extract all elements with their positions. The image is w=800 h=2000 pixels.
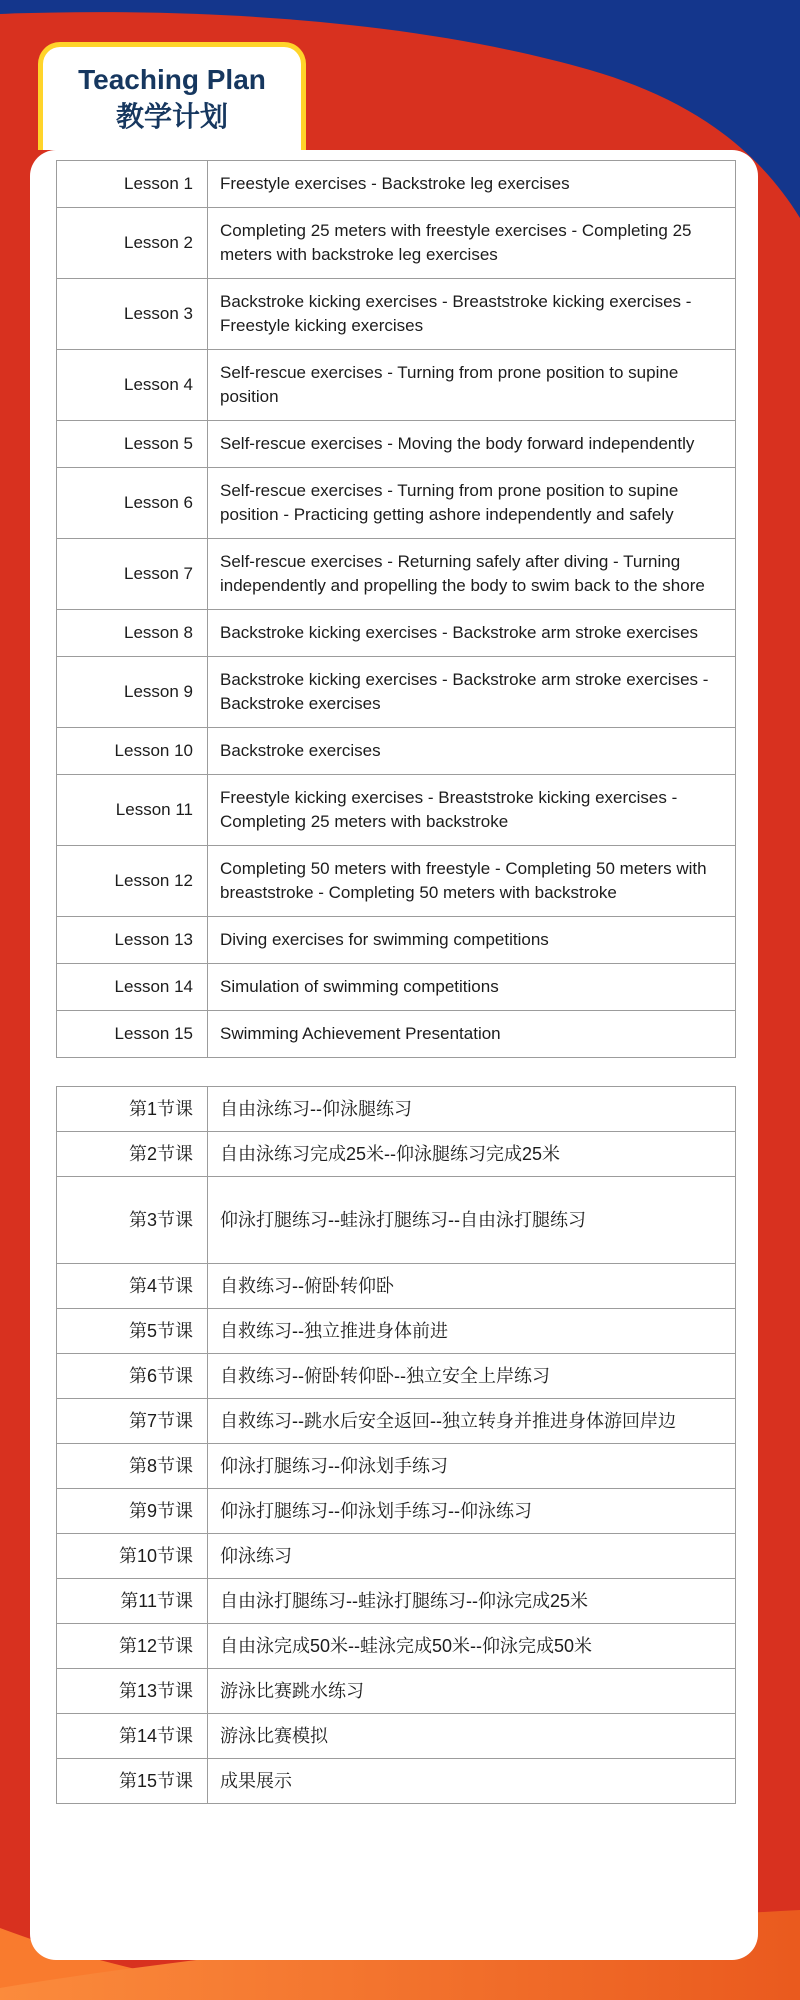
lesson-label-cell: Lesson 6: [57, 468, 208, 539]
table-row: [57, 421, 736, 468]
lesson-description-cell: 仰泳练习: [208, 1534, 736, 1579]
content-card: [30, 150, 758, 1960]
lesson-label-cell: 第9节课: [57, 1489, 208, 1534]
lesson-label-cell: 第13节课: [57, 1669, 208, 1714]
lesson-label-cell: Lesson 8: [57, 610, 208, 657]
lesson-label-cell: Lesson 15: [57, 1011, 208, 1058]
table-row: [57, 775, 736, 846]
lesson-label-cell: 第14节课: [57, 1714, 208, 1759]
lesson-label-cell: 第15节课: [57, 1759, 208, 1804]
lesson-label-cell: Lesson 7: [57, 539, 208, 610]
lesson-label-cell: 第8节课: [57, 1444, 208, 1489]
lesson-description-cell: 成果展示: [208, 1759, 736, 1804]
page-title-english: Teaching Plan: [78, 63, 266, 95]
lesson-label-cell: Lesson 9: [57, 657, 208, 728]
table-row: [57, 1444, 736, 1489]
table-row: [57, 350, 736, 421]
table-row: [57, 964, 736, 1011]
table-row: [57, 657, 736, 728]
lesson-label-cell: 第5节课: [57, 1309, 208, 1354]
lesson-description-cell: 自由泳打腿练习--蛙泳打腿练习--仰泳完成25米: [208, 1579, 736, 1624]
lesson-description-cell: Completing 25 meters with freestyle exercises - Completing 25 meters with backstroke leg exercises: [208, 208, 736, 279]
table-row: [57, 1669, 736, 1714]
table-row: [57, 1399, 736, 1444]
lesson-description-cell: 游泳比赛模拟: [208, 1714, 736, 1759]
lesson-description-cell: 自救练习--俯卧转仰卧--独立安全上岸练习: [208, 1354, 736, 1399]
lesson-label-cell: Lesson 10: [57, 728, 208, 775]
lesson-description-cell: Simulation of swimming competitions: [208, 964, 736, 1011]
lesson-description-cell: Self-rescue exercises - Turning from prone position to supine position: [208, 350, 736, 421]
lesson-description-cell: Backstroke kicking exercises - Backstroke arm stroke exercises - Backstroke exercises: [208, 657, 736, 728]
table-row: [57, 1534, 736, 1579]
lesson-label-cell: Lesson 11: [57, 775, 208, 846]
lesson-label-cell: Lesson 3: [57, 279, 208, 350]
lesson-label-cell: Lesson 1: [57, 161, 208, 208]
lesson-label-cell: Lesson 14: [57, 964, 208, 1011]
table-row: [57, 1714, 736, 1759]
table-row: [57, 468, 736, 539]
table-row: [57, 1132, 736, 1177]
lesson-label-cell: 第10节课: [57, 1534, 208, 1579]
lesson-label-cell: 第7节课: [57, 1399, 208, 1444]
lesson-description-cell: Completing 50 meters with freestyle - Completing 50 meters with breaststroke - Completing 50 meters with backstroke: [208, 846, 736, 917]
teaching-plan-table-english: [56, 160, 736, 1058]
lesson-description-cell: Backstroke kicking exercises - Breaststroke kicking exercises - Freestyle kicking exercises: [208, 279, 736, 350]
lesson-description-cell: 仰泳打腿练习--仰泳划手练习: [208, 1444, 736, 1489]
lesson-label-cell: 第1节课: [57, 1087, 208, 1132]
lesson-description-cell: 游泳比赛跳水练习: [208, 1669, 736, 1714]
table-row: [57, 279, 736, 350]
table-row: [57, 1264, 736, 1309]
teaching-plan-table-chinese: [56, 1086, 736, 1804]
lesson-label-cell: Lesson 12: [57, 846, 208, 917]
table-row: [57, 1011, 736, 1058]
table-row: [57, 1309, 736, 1354]
table-row: [57, 539, 736, 610]
lesson-description-cell: 自救练习--跳水后安全返回--独立转身并推进身体游回岸边: [208, 1399, 736, 1444]
lesson-label-cell: Lesson 2: [57, 208, 208, 279]
table-row: [57, 1759, 736, 1804]
lesson-description-cell: Freestyle kicking exercises - Breaststroke kicking exercises - Completing 25 meters with backstroke: [208, 775, 736, 846]
table-row: [57, 161, 736, 208]
lesson-description-cell: 自救练习--俯卧转仰卧: [208, 1264, 736, 1309]
table-row: [57, 1354, 736, 1399]
lesson-description-cell: 自救练习--独立推进身体前进: [208, 1309, 736, 1354]
table-row: [57, 1579, 736, 1624]
lesson-description-cell: 自由泳练习--仰泳腿练习: [208, 1087, 736, 1132]
table-row: [57, 917, 736, 964]
lesson-description-cell: 仰泳打腿练习--蛙泳打腿练习--自由泳打腿练习: [208, 1177, 736, 1264]
table-row: [57, 1087, 736, 1132]
lesson-label-cell: 第4节课: [57, 1264, 208, 1309]
table-row: [57, 1624, 736, 1669]
lesson-label-cell: 第11节课: [57, 1579, 208, 1624]
lesson-description-cell: 自由泳练习完成25米--仰泳腿练习完成25米: [208, 1132, 736, 1177]
table-row: [57, 610, 736, 657]
lesson-description-cell: Self-rescue exercises - Turning from prone position to supine position - Practicing getting ashore independently and safely: [208, 468, 736, 539]
lesson-description-cell: Backstroke exercises: [208, 728, 736, 775]
lesson-description-cell: Swimming Achievement Presentation: [208, 1011, 736, 1058]
lesson-description-cell: Freestyle exercises - Backstroke leg exercises: [208, 161, 736, 208]
lesson-label-cell: 第12节课: [57, 1624, 208, 1669]
lesson-label-cell: Lesson 5: [57, 421, 208, 468]
table-row: [57, 1177, 736, 1264]
lesson-description-cell: 仰泳打腿练习--仰泳划手练习--仰泳练习: [208, 1489, 736, 1534]
table-row: [57, 208, 736, 279]
lesson-description-cell: 自由泳完成50米--蛙泳完成50米--仰泳完成50米: [208, 1624, 736, 1669]
lesson-description-cell: Self-rescue exercises - Moving the body forward independently: [208, 421, 736, 468]
lesson-description-cell: Self-rescue exercises - Returning safely after diving - Turning independently and propelling the body to swim back to the shore: [208, 539, 736, 610]
lesson-label-cell: Lesson 4: [57, 350, 208, 421]
lesson-label-cell: Lesson 13: [57, 917, 208, 964]
lesson-label-cell: 第2节课: [57, 1132, 208, 1177]
table-row: [57, 1489, 736, 1534]
page-title-chinese: 教学计划: [115, 100, 228, 132]
lesson-label-cell: 第3节课: [57, 1177, 208, 1264]
lesson-description-cell: Backstroke kicking exercises - Backstroke arm stroke exercises: [208, 610, 736, 657]
table-row: [57, 728, 736, 775]
table-row: [57, 846, 736, 917]
lesson-label-cell: 第6节课: [57, 1354, 208, 1399]
teaching-plan-badge: [38, 42, 306, 150]
lesson-description-cell: Diving exercises for swimming competitions: [208, 917, 736, 964]
